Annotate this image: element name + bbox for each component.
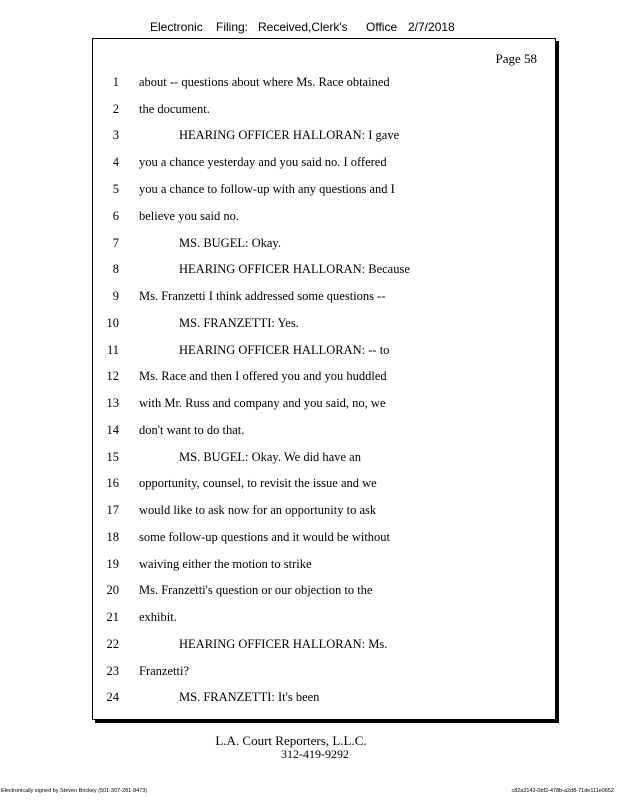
line-text: Ms. Franzetti I think addressed some questions -- bbox=[139, 289, 386, 303]
transcript-line bbox=[93, 636, 533, 652]
line-number: 7 bbox=[112, 236, 119, 250]
line-number: 18 bbox=[106, 530, 119, 544]
line-number: 23 bbox=[106, 664, 119, 678]
transcript-line bbox=[93, 582, 533, 598]
reporter-phone: 312-419-9292 bbox=[281, 747, 349, 761]
transcript-line bbox=[93, 475, 533, 491]
transcript-line bbox=[93, 235, 533, 251]
line-number: 1 bbox=[112, 75, 119, 89]
transcript-line bbox=[93, 74, 533, 90]
line-number: 9 bbox=[112, 289, 119, 303]
line-text: HEARING OFFICER HALLORAN: Because bbox=[179, 262, 410, 276]
transcript-line bbox=[93, 689, 533, 705]
line-text: MS. FRANZETTI: Yes. bbox=[179, 316, 299, 330]
line-text: about -- questions about where Ms. Race obtained bbox=[139, 75, 390, 89]
transcript-line bbox=[93, 502, 533, 518]
line-number: 14 bbox=[106, 423, 119, 437]
line-text: opportunity, counsel, to revisit the issue and we bbox=[139, 476, 377, 490]
line-text: some follow-up questions and it would be without bbox=[139, 530, 391, 544]
line-text: would like to ask now for an opportunity to ask bbox=[139, 503, 377, 517]
electronic-signature: Electronically signed by Steven Brickey (501-307-281-8473) bbox=[1, 788, 148, 794]
line-text: HEARING OFFICER HALLORAN: Ms. bbox=[179, 637, 388, 651]
line-text: Franzetti? bbox=[139, 664, 189, 678]
line-number: 11 bbox=[106, 343, 119, 357]
line-number: 12 bbox=[106, 369, 119, 383]
filing-received: Received,Clerk's bbox=[258, 20, 348, 34]
transcript-line bbox=[93, 315, 533, 331]
line-number: 6 bbox=[112, 209, 119, 223]
transcript-line bbox=[93, 556, 533, 572]
transcript-line bbox=[93, 342, 533, 358]
line-number: 10 bbox=[106, 316, 119, 330]
line-text: believe you said no. bbox=[139, 209, 239, 223]
line-text: waiving either the motion to strike bbox=[139, 557, 312, 571]
transcript-line bbox=[93, 368, 533, 384]
line-text: Ms. Franzetti's question or our objection to the bbox=[139, 583, 373, 597]
transcript-line bbox=[93, 609, 533, 625]
line-number: 13 bbox=[106, 396, 119, 410]
transcript-line bbox=[93, 288, 533, 304]
line-text: don't want to do that. bbox=[139, 423, 245, 437]
line-number: 21 bbox=[106, 610, 119, 624]
filing-stamp-header bbox=[0, 20, 618, 36]
line-number: 19 bbox=[106, 557, 119, 571]
filing-label: Filing: bbox=[216, 20, 249, 34]
line-number: 24 bbox=[106, 690, 119, 704]
transcript-line bbox=[93, 395, 533, 411]
signature-hash: c82a3143-0bf2-478b-a2d8-71de111e0652 bbox=[511, 788, 614, 794]
transcript-line bbox=[93, 529, 533, 545]
line-number: 4 bbox=[112, 155, 119, 169]
line-number: 16 bbox=[106, 476, 119, 490]
line-text: the document. bbox=[139, 102, 210, 116]
line-text: MS. BUGEL: Okay. bbox=[179, 236, 281, 250]
transcript-line bbox=[93, 208, 533, 224]
transcript-line bbox=[93, 449, 533, 465]
line-text: Ms. Race and then I offered you and you huddled bbox=[139, 369, 387, 383]
transcript-line bbox=[93, 101, 533, 117]
line-number: 15 bbox=[106, 450, 119, 464]
line-number: 20 bbox=[106, 583, 119, 597]
transcript-line bbox=[93, 127, 533, 143]
line-text: MS. FRANZETTI: It's been bbox=[179, 690, 320, 704]
transcript-line bbox=[93, 261, 533, 277]
line-text: you a chance yesterday and you said no. I offered bbox=[139, 155, 387, 169]
filing-electronic: Electronic bbox=[150, 20, 203, 34]
line-number: 2 bbox=[112, 102, 119, 116]
transcript-page bbox=[92, 38, 556, 720]
transcript-line bbox=[93, 422, 533, 438]
reporter-company: L.A. Court Reporters, L.L.C. bbox=[215, 733, 367, 748]
filing-date: 2/7/2018 bbox=[408, 20, 455, 34]
line-text: with Mr. Russ and company and you said, no, we bbox=[139, 396, 386, 410]
line-text: exhibit. bbox=[139, 610, 177, 624]
line-text: HEARING OFFICER HALLORAN: -- to bbox=[179, 343, 390, 357]
line-text: you a chance to follow-up with any questions and I bbox=[139, 182, 395, 196]
line-number: 17 bbox=[106, 503, 119, 517]
transcript-line bbox=[93, 663, 533, 679]
line-text: HEARING OFFICER HALLORAN: I gave bbox=[179, 128, 400, 142]
transcript-line bbox=[93, 154, 533, 170]
line-number: 3 bbox=[112, 128, 119, 142]
line-number: 5 bbox=[112, 182, 119, 196]
filing-office: Office bbox=[366, 20, 398, 34]
line-number: 22 bbox=[106, 637, 119, 651]
page-number: Page 58 bbox=[495, 51, 537, 66]
transcript-line bbox=[93, 181, 533, 197]
line-text: MS. BUGEL: Okay. We did have an bbox=[179, 450, 361, 464]
line-number: 8 bbox=[112, 262, 119, 276]
